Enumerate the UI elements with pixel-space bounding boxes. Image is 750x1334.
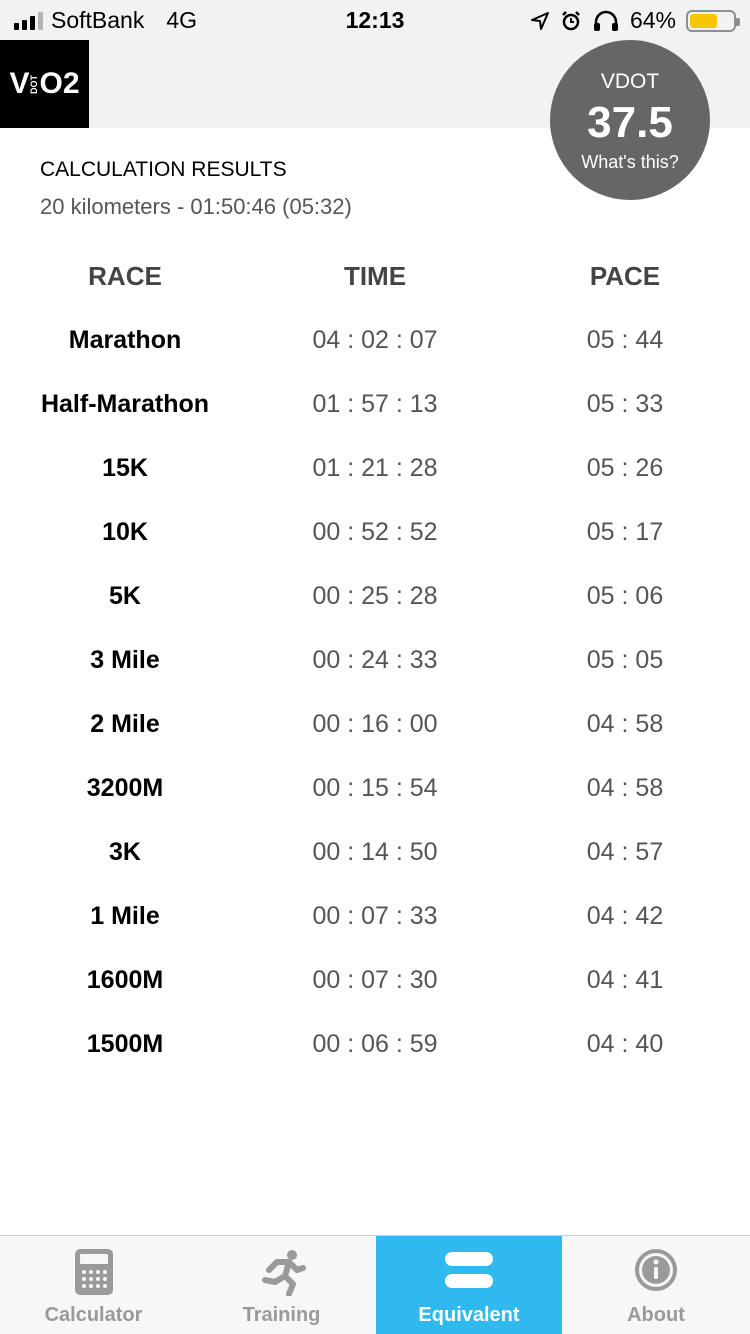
race-time: 01 : 57 : 13 bbox=[312, 389, 438, 418]
table-row bbox=[0, 308, 750, 372]
race-name: Marathon bbox=[68, 325, 182, 354]
results-title: CALCULATION RESULTS bbox=[40, 158, 287, 181]
race-pace: 04 : 58 bbox=[586, 709, 664, 738]
table-header-row bbox=[0, 244, 750, 308]
tab-bar bbox=[0, 1235, 750, 1334]
race-time: 00 : 16 : 00 bbox=[312, 709, 438, 738]
header-race: RACE bbox=[88, 260, 162, 291]
battery-tip bbox=[736, 18, 740, 26]
vdot-help-link[interactable]: What's this? bbox=[581, 152, 679, 172]
tab-equivalent-label: Equivalent bbox=[418, 1304, 520, 1326]
battery-icon bbox=[686, 10, 736, 32]
tab-equivalent[interactable] bbox=[376, 1236, 562, 1334]
race-name: 3 Mile bbox=[90, 645, 160, 674]
race-time: 00 : 52 : 52 bbox=[312, 517, 438, 546]
table-row bbox=[0, 948, 750, 1012]
table-row bbox=[0, 564, 750, 628]
equivalent-table bbox=[0, 244, 750, 1076]
table-row bbox=[0, 884, 750, 948]
tab-calculator-label: Calculator bbox=[44, 1304, 143, 1326]
tab-training[interactable] bbox=[187, 1236, 376, 1334]
race-time: 00 : 06 : 59 bbox=[312, 1029, 438, 1058]
tab-about[interactable] bbox=[562, 1236, 750, 1334]
race-time: 00 : 14 : 50 bbox=[312, 837, 438, 866]
header-time: TIME bbox=[343, 260, 407, 291]
table-row bbox=[0, 756, 750, 820]
table-row bbox=[0, 628, 750, 692]
logo-letter-v: V bbox=[9, 67, 30, 100]
headphones-icon bbox=[592, 10, 620, 32]
table-row bbox=[0, 500, 750, 564]
race-pace: 04 : 58 bbox=[586, 773, 664, 802]
vdot-logo bbox=[0, 40, 89, 128]
carrier-name: SoftBank bbox=[51, 7, 145, 33]
location-arrow-icon bbox=[530, 11, 550, 31]
race-time: 00 : 15 : 54 bbox=[312, 773, 438, 802]
status-right bbox=[530, 7, 736, 34]
race-name: Half-Marathon bbox=[40, 389, 210, 418]
race-name: 15K bbox=[102, 453, 148, 482]
race-time: 01 : 21 : 28 bbox=[312, 453, 438, 482]
race-pace: 05 : 26 bbox=[586, 453, 664, 482]
status-bar bbox=[0, 0, 750, 40]
tab-about-label: About bbox=[627, 1304, 685, 1326]
logo-dot bbox=[30, 75, 38, 94]
network-type: 4G bbox=[166, 7, 198, 33]
runner-icon bbox=[257, 1248, 307, 1296]
calculator-icon bbox=[74, 1248, 114, 1296]
vdot-value: 37.5 bbox=[587, 98, 673, 147]
race-time: 04 : 02 : 07 bbox=[312, 325, 438, 354]
race-time: 00 : 07 : 33 bbox=[312, 901, 438, 930]
race-name: 1600M bbox=[86, 965, 164, 994]
table-row bbox=[0, 692, 750, 756]
race-name: 10K bbox=[102, 517, 148, 546]
race-name: 5K bbox=[109, 581, 141, 610]
race-time: 00 : 25 : 28 bbox=[312, 581, 438, 610]
race-pace: 05 : 33 bbox=[586, 389, 664, 418]
results-summary: 20 kilometers - 01:50:46 (05:32) bbox=[40, 194, 352, 219]
race-pace: 05 : 17 bbox=[586, 517, 664, 546]
vdot-badge[interactable] bbox=[550, 40, 710, 200]
race-name: 1 Mile bbox=[90, 901, 160, 930]
race-name: 3K bbox=[109, 837, 141, 866]
race-name: 2 Mile bbox=[90, 709, 160, 738]
equals-icon bbox=[444, 1248, 494, 1292]
race-pace: 04 : 42 bbox=[586, 901, 664, 930]
logo-dot-text: DOT bbox=[29, 74, 40, 94]
table-row bbox=[0, 820, 750, 884]
race-pace: 05 : 44 bbox=[586, 325, 664, 354]
race-pace: 05 : 06 bbox=[586, 581, 664, 610]
race-pace: 04 : 57 bbox=[586, 837, 664, 866]
race-pace: 04 : 40 bbox=[586, 1029, 664, 1058]
logo-o2: O2 bbox=[39, 67, 80, 100]
table-row bbox=[0, 372, 750, 436]
battery-fill bbox=[690, 14, 717, 28]
header-pace: PACE bbox=[589, 260, 661, 291]
table-row bbox=[0, 436, 750, 500]
race-pace: 04 : 41 bbox=[586, 965, 664, 994]
race-time: 00 : 24 : 33 bbox=[312, 645, 438, 674]
race-pace: 05 : 05 bbox=[586, 645, 664, 674]
info-icon bbox=[634, 1248, 678, 1292]
race-name: 1500M bbox=[86, 1029, 164, 1058]
table-row bbox=[0, 1012, 750, 1076]
race-name: 3200M bbox=[86, 773, 164, 802]
tab-calculator[interactable] bbox=[0, 1236, 187, 1334]
vdot-label: VDOT bbox=[600, 70, 660, 93]
status-time: 12:13 bbox=[345, 7, 405, 33]
tab-training-label: Training bbox=[242, 1304, 321, 1326]
race-time: 00 : 07 : 30 bbox=[312, 965, 438, 994]
alarm-icon bbox=[560, 10, 582, 32]
battery-percent: 64% bbox=[629, 7, 676, 33]
